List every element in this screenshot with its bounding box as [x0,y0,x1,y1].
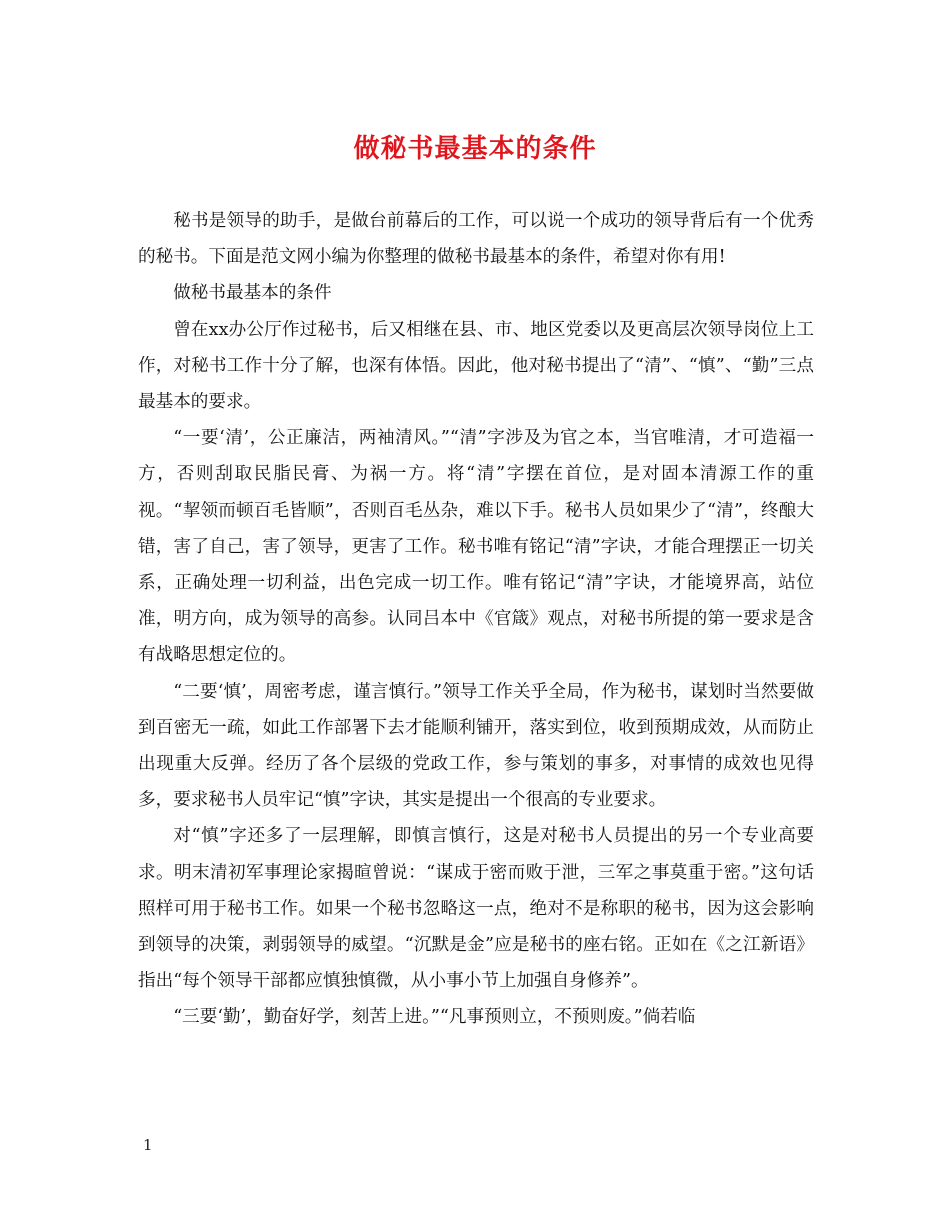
paragraph-qing: “一要‘清’，公正廉洁，两袖清风。”“清”字涉及为官之本，当官唯清，才可造福一方，否则刮取民脂民膏、为祸一方。将“清”字摆在首位，是对固本清源工作的重视。“挈领而顿百毛皆顺”，否则百毛丛杂，难以下手。秘书人员如果少了“清”，终酿大错，害了自己，害了领导，更害了工作。秘书唯有铭记“清”字诀，才能合理摆正一切关系，正确处理一切利益，出色完成一切工作。唯有铭记“清”字诀，才能境界高，站位准，明方向，成为领导的高参。认同吕本中《官箴》观点，对秘书所提的第一要求是含有战略思想定位的。 [138,428,814,666]
paragraph-subheading: 做秘书最基本的条件 [173,283,332,304]
paragraph-intro: 秘书是领导的助手，是做台前幕后的工作，可以说一个成功的领导背后有一个优秀的秘书。下面是范文网小编为你整理的做秘书最基本的条件，希望对你有用! [138,211,814,268]
paragraph-shen-extra: 对“慎”字还多了一层理解，即慎言慎行，这是对秘书人员提出的另一个专业高要求。明末清初军事理论家揭暄曾说：“谋成于密而败于泄，三军之事莫重于密。”这句话照样可用于秘书工作。如果一个秘书忽略这一点，绝对不是称职的秘书，因为这会影响到领导的决策，剥弱领导的威望。“沉默是金”应是秘书的座右铭。正如在《之江新语》指出“每个领导干部都应慎独慎微，从小事小节上加强自身修养”。 [138,826,814,992]
paragraph-shen: “二要‘慎’，周密考虑，谨言慎行。”领导工作关乎全局，作为秘书，谋划时当然要做到百密无一疏，如此工作部署下去才能顺利铺开，落实到位，收到预期成效，从而防止出现重大反弹。经历了各个层级的党政工作，参与策划的事多，对事情的成效也见得多，要求秘书人员牢记“慎”字诀，其实是提出一个很高的专业要求。 [138,681,814,811]
document-title: 做秘书最基本的条件 [353,134,597,164]
document-body [138,203,814,1036]
page-number: 1 [143,1136,153,1154]
paragraph-qin: “三要‘勤’，勤奋好学，刻苦上进。”“凡事预则立，不预则废。”倘若临 [173,1007,696,1028]
paragraph-background: 曾在xx办公厅作过秘书，后又相继在县、市、地区党委以及更高层次领导岗位上工作，对秘书工作十分了解，也深有体悟。因此，他对秘书提出了“清”、“慎”、“勤”三点最基本的要求。 [138,319,814,413]
